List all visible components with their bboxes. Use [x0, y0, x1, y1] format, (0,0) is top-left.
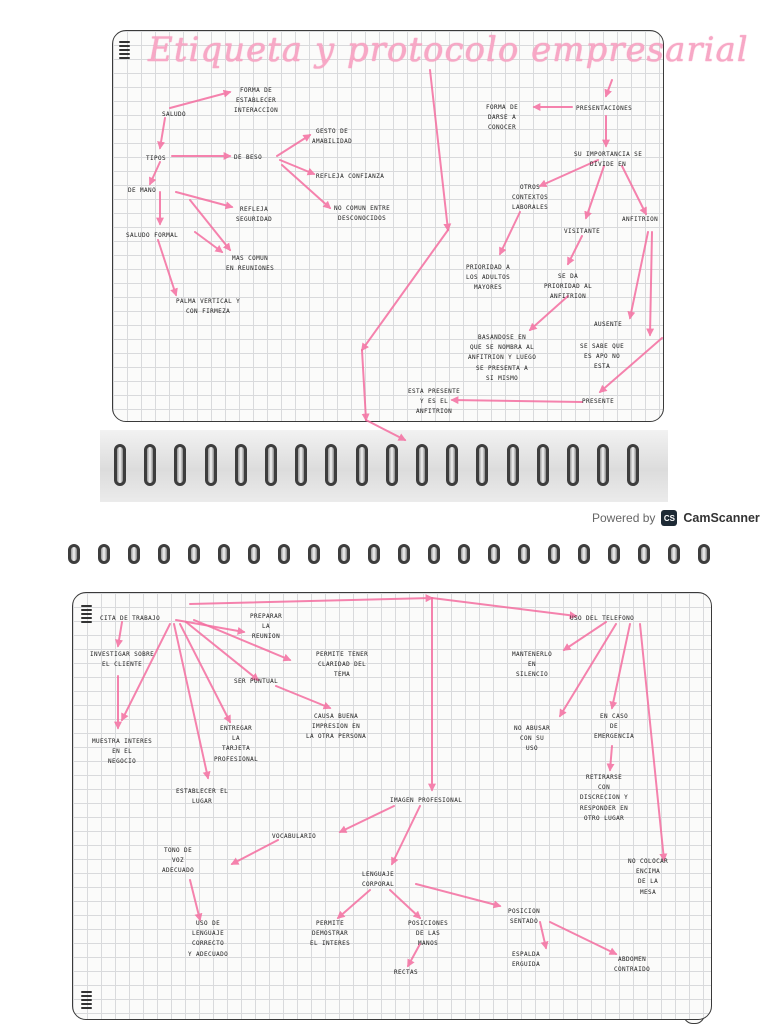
arrow-line — [170, 92, 230, 108]
node-palma-vertical: PALMA VERTICAL Y CON FIRMEZA — [176, 298, 241, 316]
arrow-line — [568, 236, 582, 264]
arrow-line — [610, 746, 612, 770]
arrow-line — [540, 922, 546, 948]
node-forma-conocer: FORMA DE DARSE A CONOCER — [486, 104, 519, 132]
arrow-line — [430, 70, 448, 230]
arrow-line — [586, 166, 604, 218]
node-saludo: SALUDO — [162, 111, 187, 118]
node-demostrar-interes: PERMITE DEMOSTRAR EL INTERES — [310, 920, 351, 948]
arrow-line — [232, 840, 278, 864]
node-buena-impresion: CAUSA BUENA IMPRESION EN LA OTRA PERSONA — [306, 713, 367, 741]
arrow-line — [276, 686, 330, 708]
arrow-line — [160, 118, 165, 148]
node-espalda-erguida: ESPALDA ERGUIDA — [512, 951, 541, 969]
arrow-line — [176, 192, 232, 207]
arrow-line — [416, 884, 500, 906]
node-uso-telefono: USO DEL TELEFONO — [570, 615, 635, 622]
node-saludo-formal: SALUDO FORMAL — [126, 232, 179, 239]
arrow-line — [560, 624, 616, 716]
node-preparar-reunion: PREPARAR LA REUNION — [250, 613, 283, 641]
arrow-line — [118, 622, 122, 646]
node-ausente: AUSENTE — [594, 321, 623, 328]
arrow-line — [622, 166, 646, 214]
arrow-line — [390, 890, 420, 918]
node-cita-trabajo: CITA DE TRABAJO — [100, 615, 161, 622]
node-vocabulario: VOCABULARIO — [272, 833, 317, 840]
arrow-line — [606, 80, 612, 96]
node-visitante: VISITANTE — [564, 228, 601, 235]
node-no-colocar: NO COLOCAR ENCIMA DE LA MESA — [628, 858, 669, 896]
node-investigar-cliente: INVESTIGAR SOBRE EL CLIENTE — [90, 651, 155, 669]
node-lenguaje-corporal: LENGUAJE CORPORAL — [362, 871, 395, 889]
arrow-line — [366, 420, 405, 440]
arrow-line — [452, 400, 582, 402]
node-prioridad-anfitrion: SE DA PRIORIDAD AL ANFITRION — [544, 273, 593, 301]
arrow-line — [432, 598, 576, 616]
arrow-line — [150, 162, 160, 184]
node-de-mano: DE MANO — [128, 187, 157, 194]
node-rectas: RECTAS — [394, 969, 419, 976]
node-imagen-profesional: IMAGEN PROFESIONAL — [390, 797, 463, 804]
camscanner-brand: CamScanner — [683, 511, 760, 525]
arrow-line — [190, 598, 432, 604]
node-establecer-lugar: ESTABLECER EL LUGAR — [176, 788, 229, 806]
arrow-line — [338, 890, 370, 918]
node-refleja-seguridad: REFLEJA SEGURIDAD — [236, 206, 273, 224]
arrow-line — [564, 622, 606, 650]
node-caso-emergencia: EN CASO DE EMERGENCIA — [594, 713, 635, 741]
node-ser-puntual: SER PUNTUAL — [234, 678, 279, 685]
node-presente: PRESENTE — [582, 398, 615, 405]
node-mas-comun: MAS COMUN EN REUNIONES — [226, 255, 275, 273]
arrow-line — [392, 806, 420, 864]
node-esta-presente: ESTA PRESENTE Y ES EL ANFITRION — [408, 388, 461, 416]
node-se-sabe: SE SABE QUE ES APO NO ESTA — [580, 343, 625, 371]
arrow-line — [612, 624, 630, 708]
node-no-abusar: NO ABUSAR CON SU USO — [514, 725, 551, 753]
node-presentaciones: PRESENTACIONES — [576, 105, 633, 112]
arrow-line — [650, 232, 652, 335]
node-mantenerlo-silencio: MANTENERLO EN SILENCIO — [512, 651, 553, 679]
arrow-line — [362, 230, 448, 350]
node-importancia: SU IMPORTANCIA SE DIVIDE EN — [574, 151, 643, 169]
node-otros-contextos: OTROS CONTEXTOS LABORALES — [512, 184, 549, 212]
arrow-line — [158, 240, 176, 295]
arrow-line — [640, 624, 664, 860]
page-title: Etiqueta y protocolo empresarial — [148, 30, 749, 70]
arrow-line — [550, 922, 616, 954]
node-abdomen-contraido: ABDOMEN CONTRAIDO — [614, 956, 651, 974]
arrow-line — [500, 212, 520, 254]
node-refleja-confianza: REFLEJA CONFIANZA — [316, 173, 385, 180]
node-posicion-sentado: POSICION SENTADO — [508, 908, 541, 926]
arrow-line — [362, 350, 366, 420]
node-de-beso: DE BESO — [234, 154, 263, 161]
camscanner-logo-icon: CS — [661, 510, 677, 526]
node-mostrar-interes: MUESTRA INTERES EN EL NEGOCIO — [92, 738, 153, 766]
arrow-line — [180, 624, 230, 722]
node-lenguaje-correcto: USO DE LENGUAJE CORRECTO Y ADECUADO — [188, 920, 229, 958]
node-claridad-tema: PERMITE TENER CLARIDAD DEL TEMA — [316, 651, 369, 679]
arrow-line — [122, 624, 170, 720]
node-retirarse: RETIRARSE CON DISCRECION Y RESPONDER EN OTRO LUGAR — [580, 774, 629, 822]
node-gesto-amabilidad: GESTO DE AMABILIDAD — [312, 128, 353, 146]
node-entregar-tarjeta: ENTREGAR LA TARJETA PROFESIONAL — [214, 725, 259, 763]
node-posiciones-manos: POSICIONES DE LAS MANOS — [408, 920, 449, 948]
node-anfitrion: ANFITRION — [622, 216, 659, 223]
arrow-line — [277, 135, 310, 156]
arrow-line — [190, 880, 200, 920]
node-tipos: TIPOS — [146, 155, 167, 162]
arrow-line — [630, 232, 648, 318]
node-tono-voz: TONO DE VOZ ADECUADO — [162, 847, 195, 875]
powered-by-text: Powered by — [592, 511, 656, 525]
node-no-comun: NO COMUN ENTRE DESCONOCIDOS — [334, 205, 391, 223]
node-prioridad-adultos: PRIORIDAD A LOS ADULTOS MAYORES — [466, 264, 511, 292]
node-basandose: BASANDOSE EN QUE SE NOMBRA AL ANFITRION Y LUEGO SE PRESENTA A SI MISMO — [468, 334, 537, 382]
arrow-line — [340, 806, 394, 832]
node-forma-establecer: FORMA DE ESTABLECER INTERACCION — [234, 87, 279, 115]
